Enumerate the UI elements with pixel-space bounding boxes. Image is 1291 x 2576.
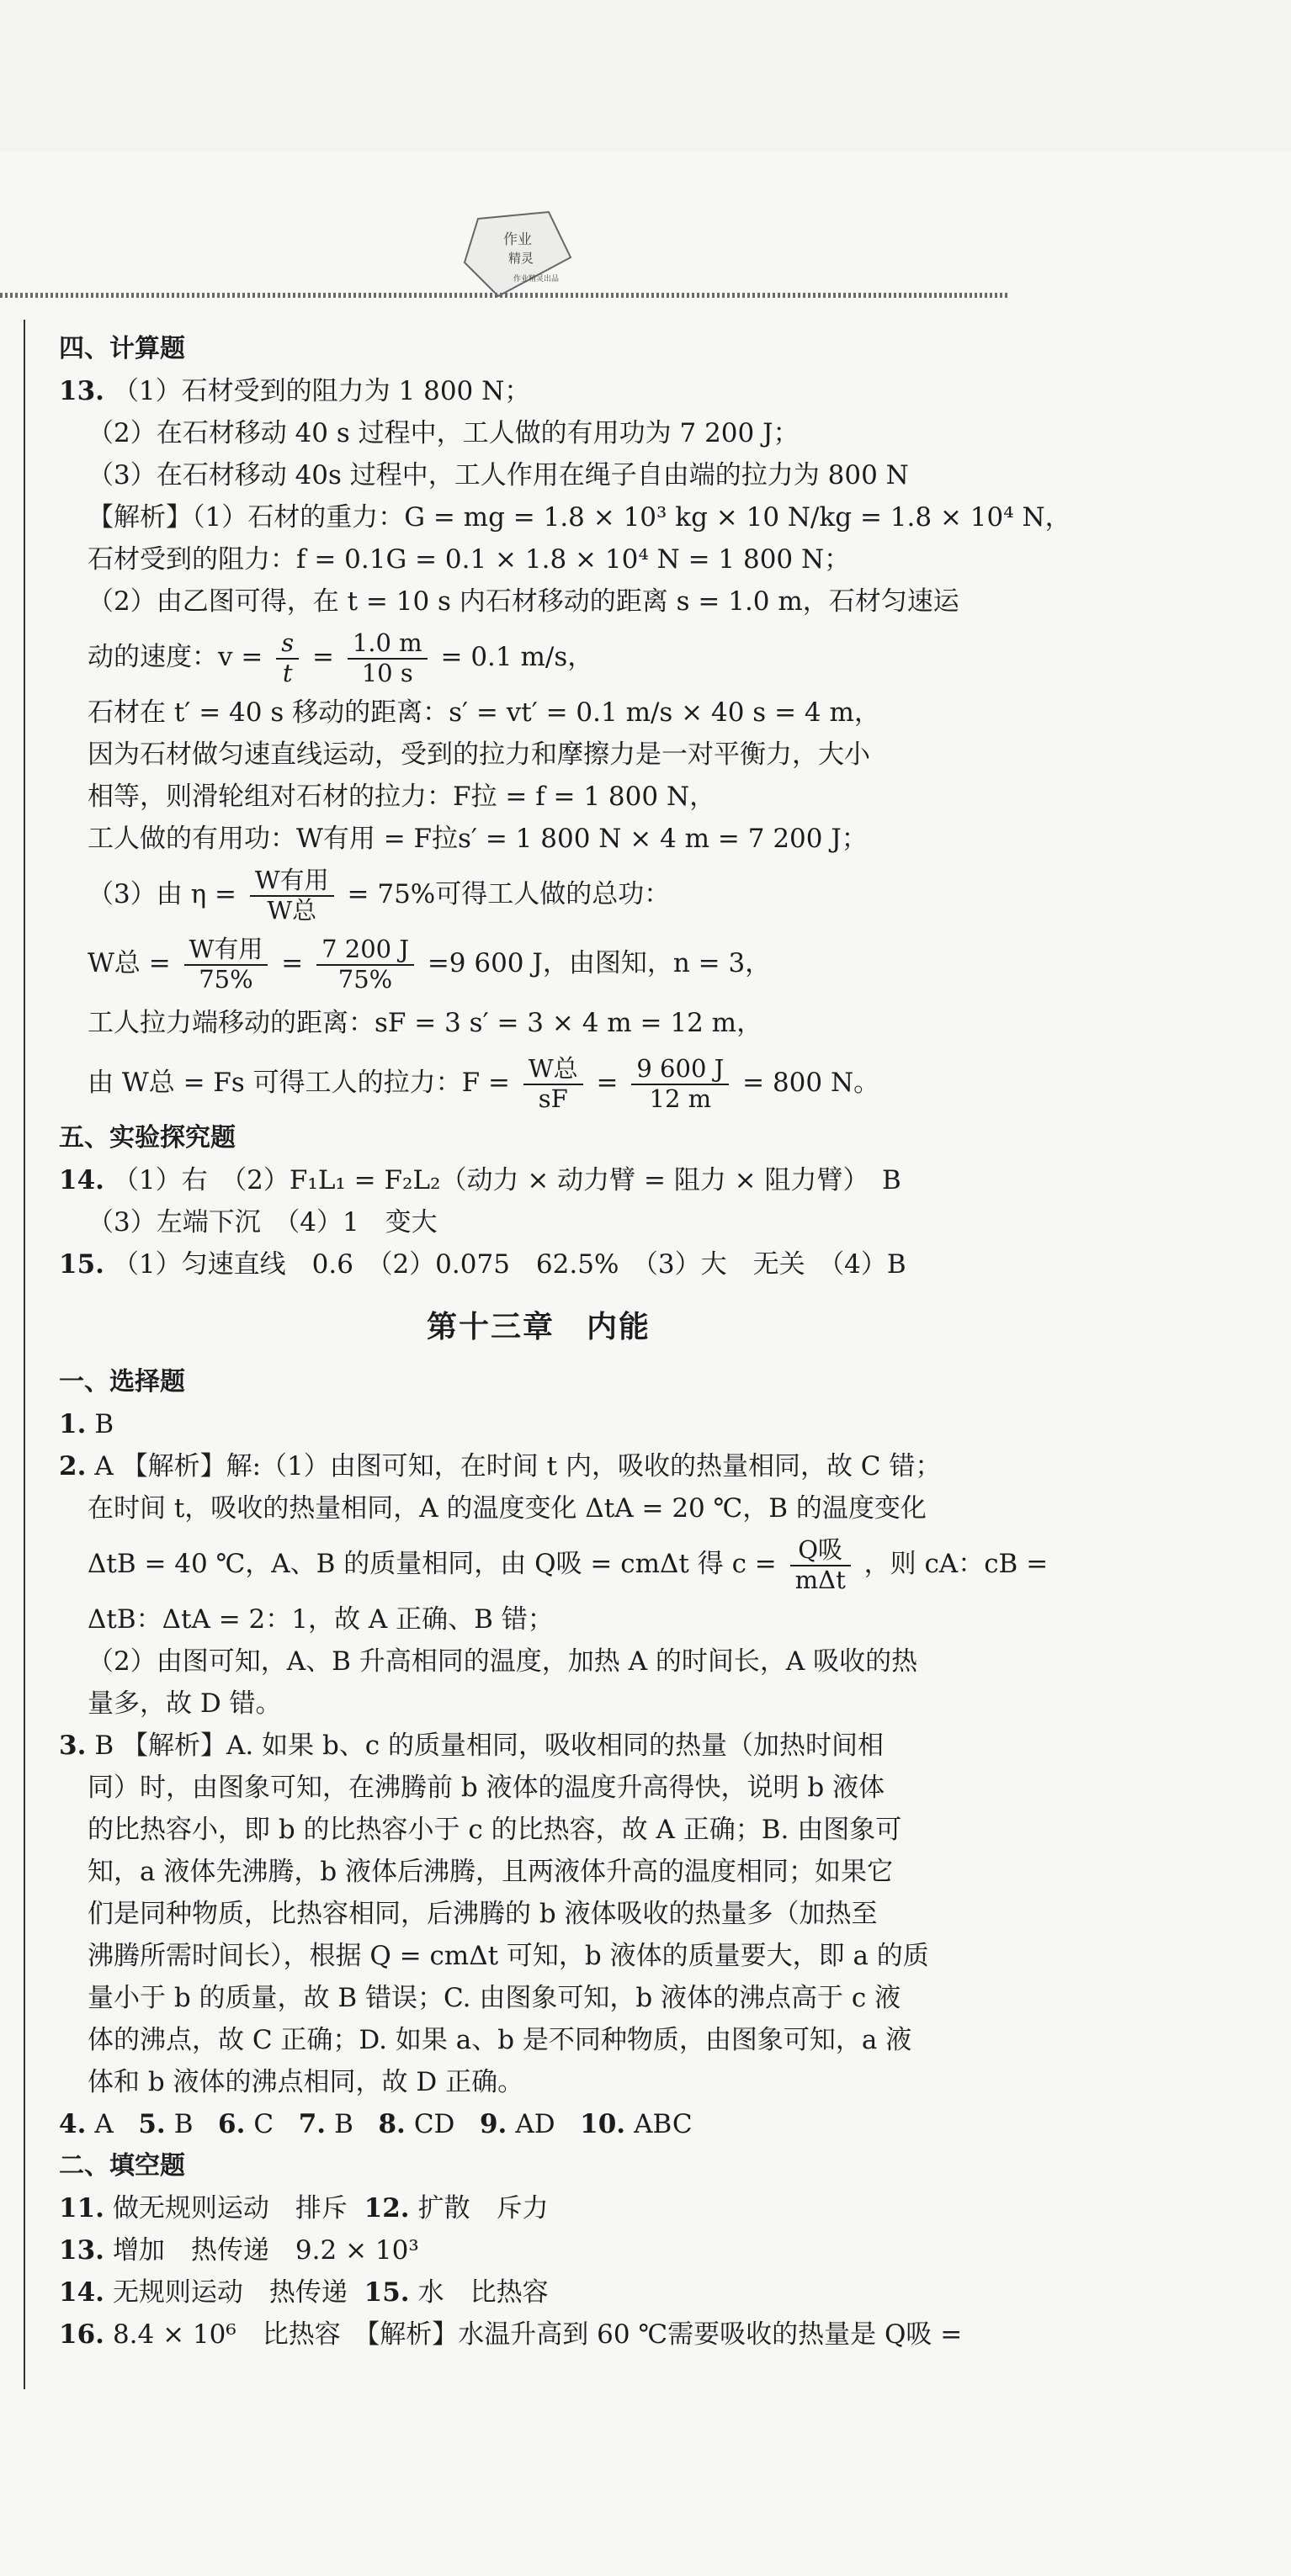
header-dotted-rule bbox=[0, 293, 1010, 298]
q13-line6: （2）由乙图可得，在 t = 10 s 内石材移动的距离 s = 1.0 m，石材匀速运 bbox=[88, 586, 959, 617]
q13-line12: （3）由 η = $\frac{\text{W有用}}{\text{W总}}$ = 75%可得工人做的总功： bbox=[88, 866, 671, 925]
q13b-line: 13. 增加 热传递 9.2 × 10³ bbox=[59, 2235, 419, 2266]
q13-line7: 动的速度：v = $\frac{s}{t}$ = $\frac{1.0 m}{10 s}$ = 0.1 m/s， bbox=[88, 628, 594, 687]
chapter-title: 第十三章 内能 bbox=[426, 1310, 651, 1344]
q13-line3: （3）在石材移动 40s 过程中，工人作用在绳子自由端的拉力为 800 N bbox=[88, 460, 909, 490]
fraction-useful-over-eff: $\frac{\text{W有用}}{75\%}$ bbox=[184, 936, 268, 994]
q2-line6: 量多，故 D 错。 bbox=[88, 1688, 282, 1719]
stamp-text-1: 作业 bbox=[503, 231, 532, 248]
q1-line: 1. B bbox=[59, 1409, 114, 1439]
left-margin-line bbox=[24, 320, 25, 2389]
q14-line2: （3）左端下沉 （4）1 变大 bbox=[88, 1207, 438, 1238]
q14-15b-line: 14. 无规则运动 热传递 15. 水 比热容 bbox=[59, 2277, 549, 2308]
q3-line6: 沸腾所需时间长），根据 Q = cmΔt 可知，b 液体的质量要大，即 a 的质 bbox=[88, 1941, 929, 1971]
answer-content bbox=[59, 328, 1071, 2356]
q13-line5: 石材受到的阻力：f = 0.1G = 0.1 × 1.8 × 10⁴ N = 1 800 N； bbox=[88, 544, 851, 575]
section-title-fill: 二、填空题 bbox=[59, 2151, 185, 2181]
fraction-q-over-mdt: $\frac{\text{Q吸}}{\text{mΔt}}$ bbox=[790, 1536, 851, 1594]
stamp-text-2: 精灵 bbox=[508, 251, 534, 266]
q13-line8: 石材在 t′ = 40 s 移动的距离：s′ = vt′ = 0.1 m/s × 40 s = 4 m， bbox=[88, 697, 880, 728]
fraction-9600-over-12: $\frac{9 600 J}{12 m}$ bbox=[631, 1055, 729, 1113]
fraction-total-over-s: $\frac{\text{W总}}{sF}$ bbox=[523, 1055, 583, 1113]
publisher-stamp-icon bbox=[454, 209, 581, 301]
q13-line13: W总 = $\frac{\text{W有用}}{75\%}$ = $\frac{7 200 J}{75\%}$ =9 600 J，由图知，n = 3， bbox=[88, 935, 772, 994]
q13-line11: 工人做的有用功：W有用 = F拉s′ = 1 800 N × 4 m = 7 200 J； bbox=[88, 824, 868, 854]
q3-line3: 的比热容小，即 b 的比热容小于 c 的比热容，故 A 正确；B. 由图象可 bbox=[88, 1815, 902, 1845]
q3-line9: 体和 b 液体的沸点相同，故 D 正确。 bbox=[88, 2067, 524, 2097]
q13-number: 13. bbox=[59, 376, 104, 406]
q3-line7: 量小于 b 的质量，故 B 错误；C. 由图象可知，b 液体的沸点高于 c 液 bbox=[88, 1983, 901, 2013]
fraction-7200-over-75: $\frac{7 200 J}{75\%}$ bbox=[316, 936, 414, 994]
section-title-experiment: 五、实验探究题 bbox=[59, 1123, 236, 1153]
q16-line: 16. 8.4 × 10⁶ 比热容 【解析】水温升高到 60 ℃需要吸收的热量是 Q吸 = bbox=[59, 2319, 963, 2350]
q2-line5: （2）由图可知，A、B 升高相同的温度，加热 A 的时间长，A 吸收的热 bbox=[88, 1646, 918, 1677]
q3-line5: 们是同种物质，比热容相同，后沸腾的 b 液体吸收的热量多（加热至 bbox=[88, 1899, 878, 1929]
q3-line8: 体的沸点，故 C 正确；D. 如果 a、b 是不同种物质，由图象可知，a 液 bbox=[88, 2025, 912, 2055]
q15-line1: 15. （1）匀速直线 0.6 （2）0.075 62.5% （3）大 无关 （4）B bbox=[59, 1249, 906, 1280]
q3-line2: 同）时，由图象可知，在沸腾前 b 液体的温度升高得快，说明 b 液体 bbox=[88, 1773, 885, 1803]
q2-line4: ΔtB：ΔtA = 2：1，故 A 正确、B 错； bbox=[88, 1604, 554, 1635]
q3-line4: 知，a 液体先沸腾，b 液体后沸腾，且两液体升高的温度相同；如果它 bbox=[88, 1857, 894, 1887]
q2-line2: 在时间 t，吸收的热量相同，A 的温度变化 ΔtA = 20 ℃，B 的温度变化 bbox=[88, 1493, 927, 1524]
q13-line9: 因为石材做匀速直线运动，受到的拉力和摩擦力是一对平衡力，大小 bbox=[88, 739, 870, 770]
q14-line1: 14. （1）右 （2）F₁L₁ = F₂L₂（动力 × 动力臂 = 阻力 × 阻力臂） B bbox=[59, 1165, 901, 1195]
q2-line3: ΔtB = 40 ℃，A、B 的质量相同，由 Q吸 = cmΔt 得 c = $\frac{\text{Q吸}}{\text{mΔt}}$ ，则 cA：cB = bbox=[88, 1535, 1049, 1594]
fraction-distance-over-time: $\frac{1.0 m}{10 s}$ bbox=[348, 629, 428, 687]
fraction-s-over-t: $\frac{s}{t}$ bbox=[276, 629, 299, 687]
q4-10-line: 4. A 5. B 6. C 7. B 8. CD 9. AD 10. ABC bbox=[59, 2109, 693, 2139]
section-title-choice: 一、选择题 bbox=[59, 1367, 185, 1397]
q13-line15: 由 W总 = Fs 可得工人的拉力：F = $\frac{\text{W总}}{sF}$ = $\frac{9 600 J}{12 m}$ = 800 N。 bbox=[88, 1054, 880, 1113]
section-title-calc: 四、计算题 bbox=[59, 334, 185, 363]
top-margin bbox=[0, 0, 1291, 151]
q13-line14: 工人拉力端移动的距离：sF = 3 s′ = 3 × 4 m = 12 m， bbox=[88, 1008, 763, 1038]
q3-line1: 3. B 【解析】A. 如果 b、c 的质量相同，吸收相同的热量（加热时间相 bbox=[59, 1731, 885, 1761]
q13-line2: （2）在石材移动 40 s 过程中，工人做的有用功为 7 200 J； bbox=[88, 418, 800, 448]
q11-12-line: 11. 做无规则运动 排斥 12. 扩散 斥力 bbox=[59, 2193, 549, 2224]
fraction-efficiency: $\frac{\text{W有用}}{\text{W总}}$ bbox=[250, 867, 334, 925]
q13-line1: 13. （1）石材受到的阻力为 1 800 N； bbox=[59, 376, 531, 406]
q13-line4: 【解析】（1）石材的重力：G = mg = 1.8 × 10³ kg × 10 N/kg = 1.8 × 10⁴ N， bbox=[88, 502, 1071, 533]
q2-line1: 2. A 【解析】解:（1）由图可知，在时间 t 内，吸收的热量相同，故 C 错； bbox=[59, 1451, 942, 1481]
q13-line10: 相等，则滑轮组对石材的拉力：F拉 = f = 1 800 N， bbox=[88, 782, 716, 812]
stamp-text-3: 作业精灵出品 bbox=[513, 275, 560, 284]
